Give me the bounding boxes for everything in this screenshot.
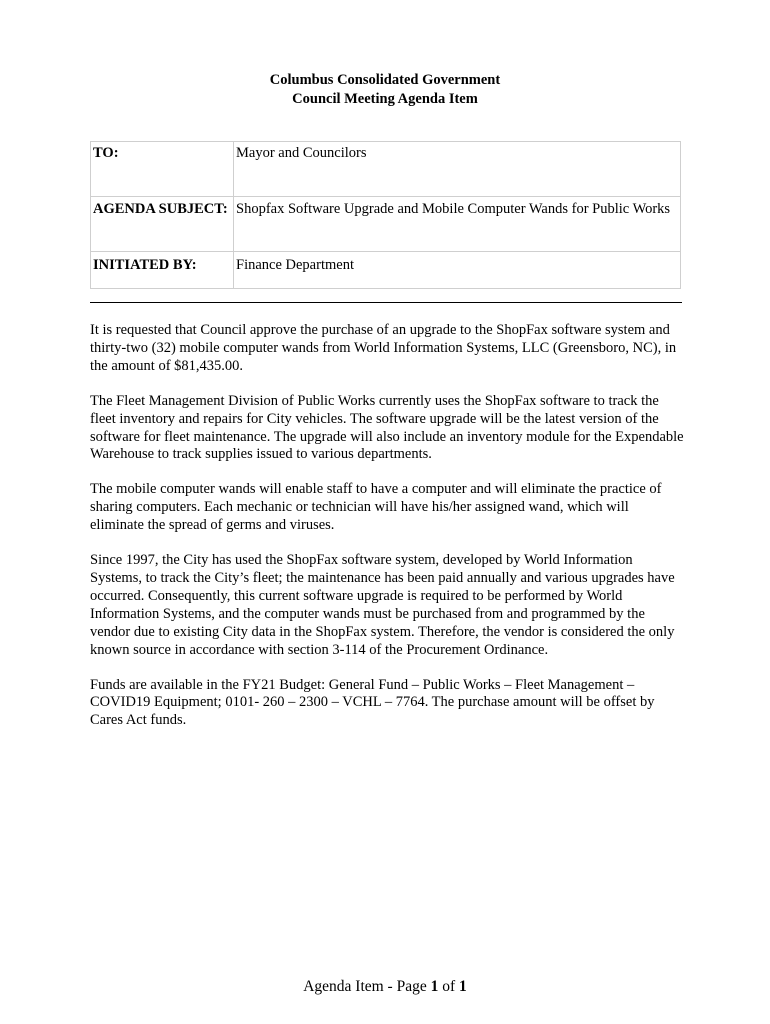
page-footer — [0, 978, 770, 996]
to-label: TO: — [91, 142, 234, 197]
paragraph-mobile-wands: The mobile computer wands will enable staff to have a computer and will eliminate the practice of sharing computers. Each mechanic or technician will have his/her assigned wand, which will eliminate the spread of germs and viruses. — [90, 481, 662, 534]
paragraph-funding: Funds are available in the FY21 Budget: General Fund – Public Works – Fleet Management – COVID19 Equipment; 0101- 260 – 2300 – VCHL – 7764. The purchase amount will be offset by Cares Act funds. — [90, 676, 655, 729]
paragraph-history: Since 1997, the City has used the ShopFax software system, developed by World Information Systems, to track the City’s fleet; the maintenance has been paid annually and various upgrades have occurred. Consequently, this current software upgrade is required to be performed by World Information Systems, and the computer wands must be purchased from and programmed by the vendor due to existing City data in the ShopFax system. Therefore, the vendor is considered the only known source in accordance with section 3-114 of the Procurement Ordinance. — [90, 552, 675, 658]
document-header — [0, 71, 770, 109]
footer-of: of — [438, 978, 460, 995]
table-row — [91, 142, 681, 197]
paragraph-request: It is requested that Council approve the purchase of an upgrade to the ShopFax software system and thirty-two (32) mobile computer wands from World Information Systems, LLC (Greensboro, NC), in the amount of $81,435.00. — [90, 322, 677, 374]
current-page-number: 1 — [430, 978, 439, 995]
government-name: Columbus Consolidated Government — [269, 72, 501, 88]
table-row — [91, 197, 681, 252]
footer-prefix: Agenda Item - Page — [303, 978, 431, 995]
agenda-subject-label: AGENDA SUBJECT: — [91, 197, 234, 252]
agenda-subject-value: Shopfax Software Upgrade and Mobile Computer Wands for Public Works — [234, 197, 681, 252]
document-title: Council Meeting Agenda Item — [292, 91, 478, 107]
horizontal-divider — [90, 302, 682, 303]
paragraph-fleet-management: The Fleet Management Division of Public Works currently uses the ShopFax software to track the fleet inventory and repairs for City vehicles. The software upgrade will be the latest version of the software for fleet maintenance. The upgrade will also include an inventory module for the Expendable Warehouse to track supplies issued to various departments. — [90, 392, 684, 463]
initiated-by-label: INITIATED BY: — [91, 252, 234, 289]
total-page-count: 1 — [459, 978, 467, 995]
agenda-body — [90, 322, 686, 747]
agenda-info-table — [90, 141, 681, 289]
to-value: Mayor and Councilors — [234, 142, 681, 197]
table-row — [91, 252, 681, 289]
initiated-by-value: Finance Department — [234, 252, 681, 289]
